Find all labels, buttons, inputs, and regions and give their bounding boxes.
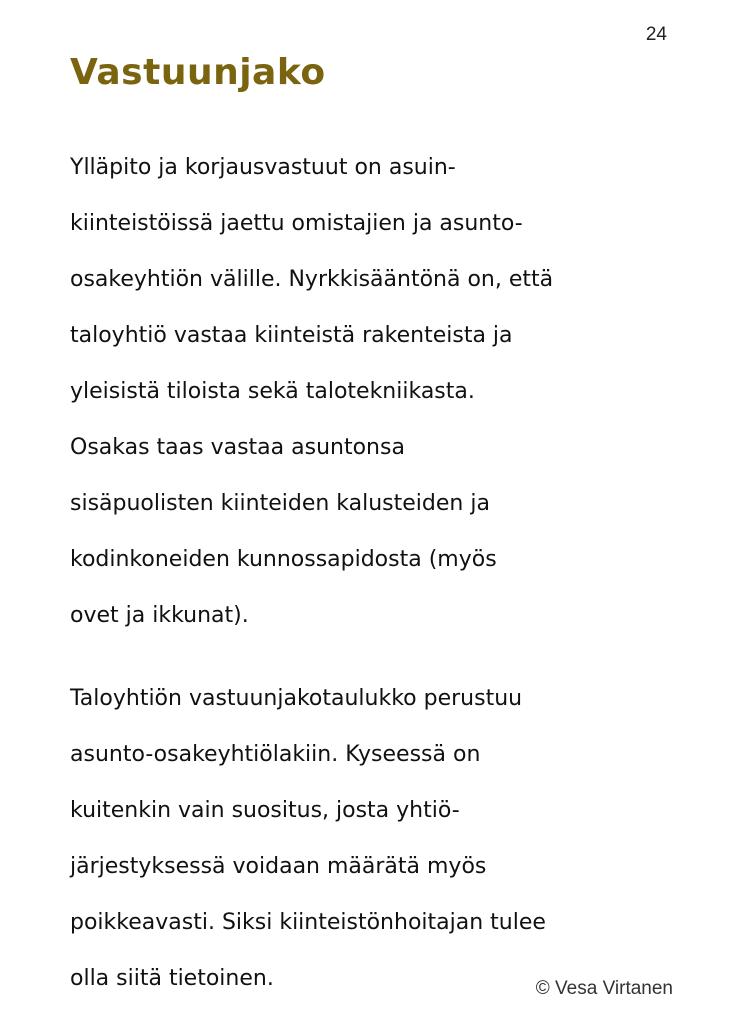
text-line: Ylläpito ja korjausvastuut on asuin- [70,155,456,180]
text-line: ovet ja ikkunat). [70,603,249,628]
text-line: sisäpuolisten kiinteiden kalusteiden ja [70,491,490,516]
paragraph-responsibility-table [70,678,690,1014]
text-line: asunto-osakeyhtiölakiin. Kyseessä on [70,742,481,767]
text-line: järjestyksessä voidaan määrätä myös [70,854,487,879]
page-number: 24 [645,24,667,45]
page-title: Vastuunjako [70,52,326,93]
text-line: yleisistä tiloista sekä talotekniikasta. [70,379,475,404]
text-line: taloyhtiö vastaa kiinteistä rakenteista ja [70,323,513,348]
text-line: Osakas taas vastaa asuntonsa [70,435,405,460]
text-line: osakeyhtiön välille. Nyrkkisääntönä on, että [70,267,554,292]
text-line: kiinteistöissä jaettu omistajien ja asunto- [70,211,523,236]
text-line: Taloyhtiön vastuunjakotaulukko perustuu [70,686,523,711]
copyright-notice: © Vesa Virtanen [535,978,673,999]
paragraph-responsibility-split [70,147,690,651]
text-line: kuitenkin vain suositus, josta yhtiö- [70,798,460,823]
text-line: olla siitä tietoinen. [70,966,274,991]
text-line: poikkeavasti. Siksi kiinteistönhoitajan tulee [70,910,546,935]
text-line: kodinkoneiden kunnossapidosta (myös [70,547,497,572]
